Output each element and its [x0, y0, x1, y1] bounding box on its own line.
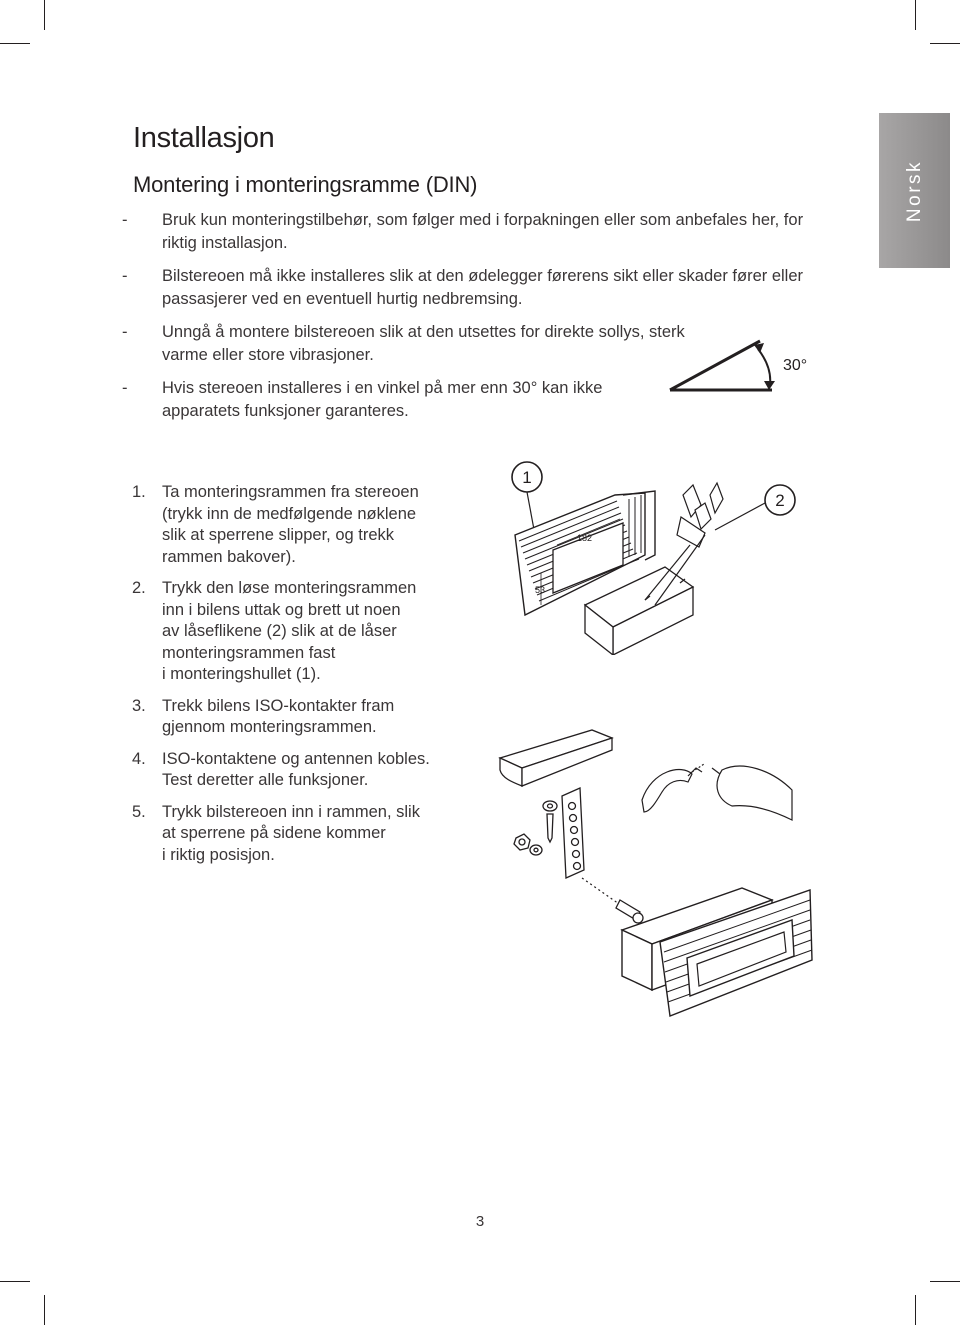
- list-item: - Bilstereoen må ikke installeres slik at den ødelegger førerens sikt eller skader fører eller passasjerer ved en eventuell hurtig nedbremsing.: [122, 267, 804, 308]
- list-item: - Hvis stereoen installeres i en vinkel på mer enn 30° kan ikke apparatets funksjoner garanteres.: [122, 379, 603, 420]
- hands-illustration: [642, 764, 792, 820]
- crop-mark: [915, 1295, 916, 1325]
- crop-mark: [0, 43, 30, 44]
- dashboard-cover-plate: [500, 730, 612, 786]
- list-item: - Unngå å montere bilstereoen slik at den utsettes for direkte sollys, sterk varme eller store vibrasjoner.: [122, 323, 685, 364]
- step-item: 3. Trekk bilens ISO-kontakter fram gjennom monteringsrammen.: [132, 696, 452, 739]
- section-title: Montering i monteringsramme (DIN): [133, 172, 478, 197]
- crop-mark: [44, 0, 45, 30]
- step-text: Trykk bilstereoen inn i rammen, slik at sperrene på sidene kommer i riktig posisjon.: [162, 802, 420, 864]
- step-item: 4. ISO-kontaktene og antennen kobles. Test deretter alle funksjoner.: [132, 749, 452, 792]
- list-item-text: Hvis stereoen installeres i en vinkel på mer enn 30° kan ikke apparatets funksjoner garanteres.: [162, 379, 603, 420]
- screw-hardware: [514, 801, 557, 855]
- list-item-text: Unngå å montere bilstereoen slik at den utsettes for direkte sollys, sterk varme eller store vibrasjoner.: [162, 323, 685, 364]
- language-tab: [879, 113, 950, 268]
- list-item: - Bruk kun monteringstilbehør, som følger med i forpakningen eller som anbefales her, for riktig installasjon.: [122, 211, 804, 252]
- page-number: 3: [475, 1213, 485, 1230]
- crop-mark: [0, 1281, 30, 1282]
- step-text: Ta monteringsrammen fra stereoen (trykk inn de medfølgende nøklene slik at sperrene slipper, og trekk rammen bakover).: [162, 483, 419, 566]
- step-text: Trykk den løse monteringsrammen inn i bilens uttak og brett ut noen av låseflikene (2) slik at de låser monteringsrammen fast i monteringshullet (1).: [162, 579, 417, 683]
- angle-figure: [660, 335, 830, 400]
- step-text: Trekk bilens ISO-kontakter fram gjennom monteringsrammen.: [162, 696, 395, 736]
- list-item-text: Bruk kun monteringstilbehør, som følger med i forpakningen eller som anbefales her, for riktig installasjon.: [162, 211, 804, 252]
- crop-mark: [915, 0, 916, 30]
- mounting-sleeve: [585, 567, 693, 655]
- list-item-text: Bilstereoen må ikke installeres slik at den ødelegger førerens sikt eller skader fører eller passasjerer ved en eventuell hurtig nedbremsing.: [162, 267, 804, 308]
- callout-1: 1: [522, 468, 532, 487]
- crop-mark: [44, 1295, 45, 1325]
- rear-bolt: [616, 900, 643, 923]
- callout-2: 2: [775, 491, 785, 510]
- instruction-steps: [132, 482, 452, 876]
- mounting-frame-illustration: [505, 455, 815, 655]
- step-item: 5. Trykk bilstereoen inn i rammen, slik at sperrene på sidene kommer i riktig posisjon.: [132, 802, 452, 867]
- crop-mark: [930, 43, 960, 44]
- page-title: Installasjon: [133, 122, 275, 154]
- stereo-insertion-illustration: [492, 720, 822, 1025]
- crop-mark: [930, 1281, 960, 1282]
- perforated-strap: [562, 788, 584, 878]
- dimension-height: 53: [535, 585, 546, 595]
- step-item: 2. Trykk den løse monteringsrammen inn i bilens uttak og brett ut noen av låseflikene (2) slik at de låser monteringsrammen fast i monteringshullet (1).: [132, 578, 452, 686]
- angle-label: 30°: [783, 357, 808, 374]
- step-item: 1. Ta monteringsrammen fra stereoen (trykk inn de medfølgende nøklene slik at sperrene slipper, og trekk rammen bakover).: [132, 482, 452, 568]
- guide-line: [582, 878, 622, 906]
- step-text: ISO-kontaktene og antennen kobles. Test deretter alle funksjoner.: [162, 749, 430, 789]
- dimension-width: 182: [577, 533, 593, 543]
- language-tab-label: Norsk: [903, 159, 925, 222]
